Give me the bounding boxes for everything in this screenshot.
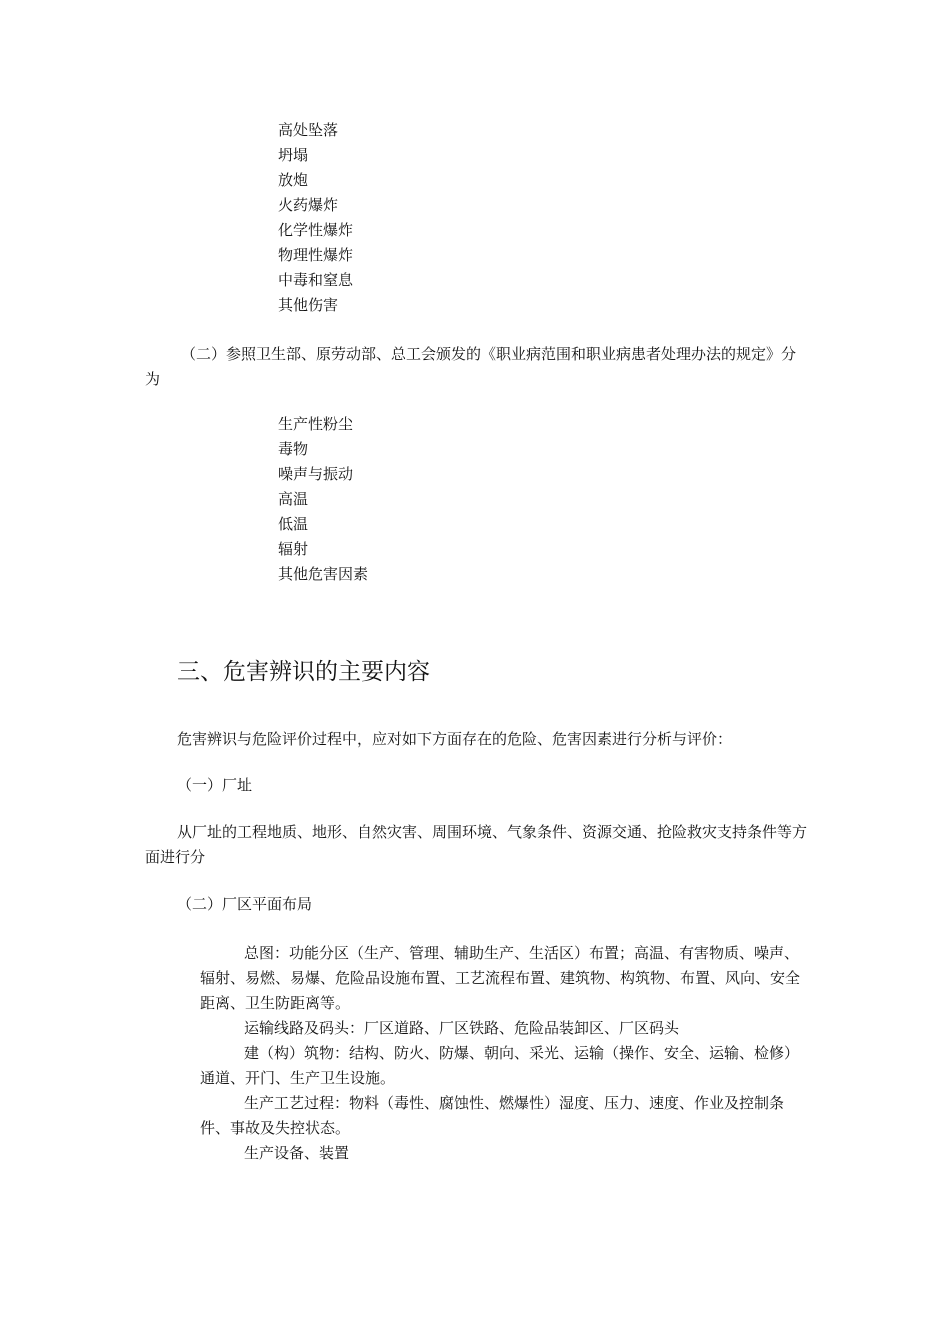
list-item: 高温 — [278, 490, 309, 508]
detail-process: 生产工艺过程：物料（毒性、腐蚀性、燃爆性）湿度、压力、速度、作业及控制条件、事故及失控状态。 — [200, 1094, 785, 1137]
detail-general-layout: 总图：功能分区（生产、管理、辅助生产、生活区）布置；高温、有害物质、噪声、辐射、易燃、易爆、危险品设施布置、工艺流程布置、建筑物、构筑物、布置、风向、安全距离、卫生防距离等。 — [200, 944, 801, 1012]
subsection-title-site: （一）厂址 — [177, 776, 253, 794]
list-item: 化学性爆炸 — [278, 221, 354, 239]
regulation-reference-paragraph: （二）参照卫生部、原劳动部、总工会颁发的《职业病范围和职业病患者处理办法的规定》分为 — [145, 345, 797, 388]
injury-type-list — [278, 118, 353, 318]
list-item: 其他伤害 — [278, 296, 339, 314]
detail-transport-routes: 运输线路及码头：厂区道路、厂区铁路、危险品装卸区、厂区码头 — [244, 1019, 680, 1037]
list-item: 生产性粉尘 — [278, 415, 354, 433]
list-item: 中毒和窒息 — [278, 271, 354, 289]
list-item: 高处坠落 — [278, 121, 339, 139]
list-item: 辐射 — [278, 540, 309, 558]
list-item: 放炮 — [278, 171, 309, 189]
list-item: 噪声与振动 — [278, 465, 354, 483]
occupational-hazard-list — [278, 412, 368, 587]
list-item: 低温 — [278, 515, 309, 533]
detail-buildings: 建（构）筑物：结构、防火、防爆、朝向、采光、运输（操作、安全、运输、检修）通道、开门、生产卫生设施。 — [200, 1044, 800, 1087]
site-paragraph: 从厂址的工程地质、地形、自然灾害、周围环境、气象条件、资源交通、抢险救灾支持条件等方面进行分 — [145, 823, 808, 866]
list-item: 坍塌 — [278, 146, 309, 164]
list-item: 毒物 — [278, 440, 309, 458]
section-heading: 三、危害辨识的主要内容 — [177, 659, 430, 685]
list-item: 其他危害因素 — [278, 565, 369, 583]
subsection-title-layout: （二）厂区平面布局 — [177, 895, 313, 913]
intro-paragraph: 危害辨识与危险评价过程中，应对如下方面存在的危险、危害因素进行分析与评价： — [177, 730, 733, 748]
list-item: 火药爆炸 — [278, 196, 339, 214]
detail-equipment: 生产设备、装置 — [244, 1144, 350, 1162]
list-item: 物理性爆炸 — [278, 246, 354, 264]
